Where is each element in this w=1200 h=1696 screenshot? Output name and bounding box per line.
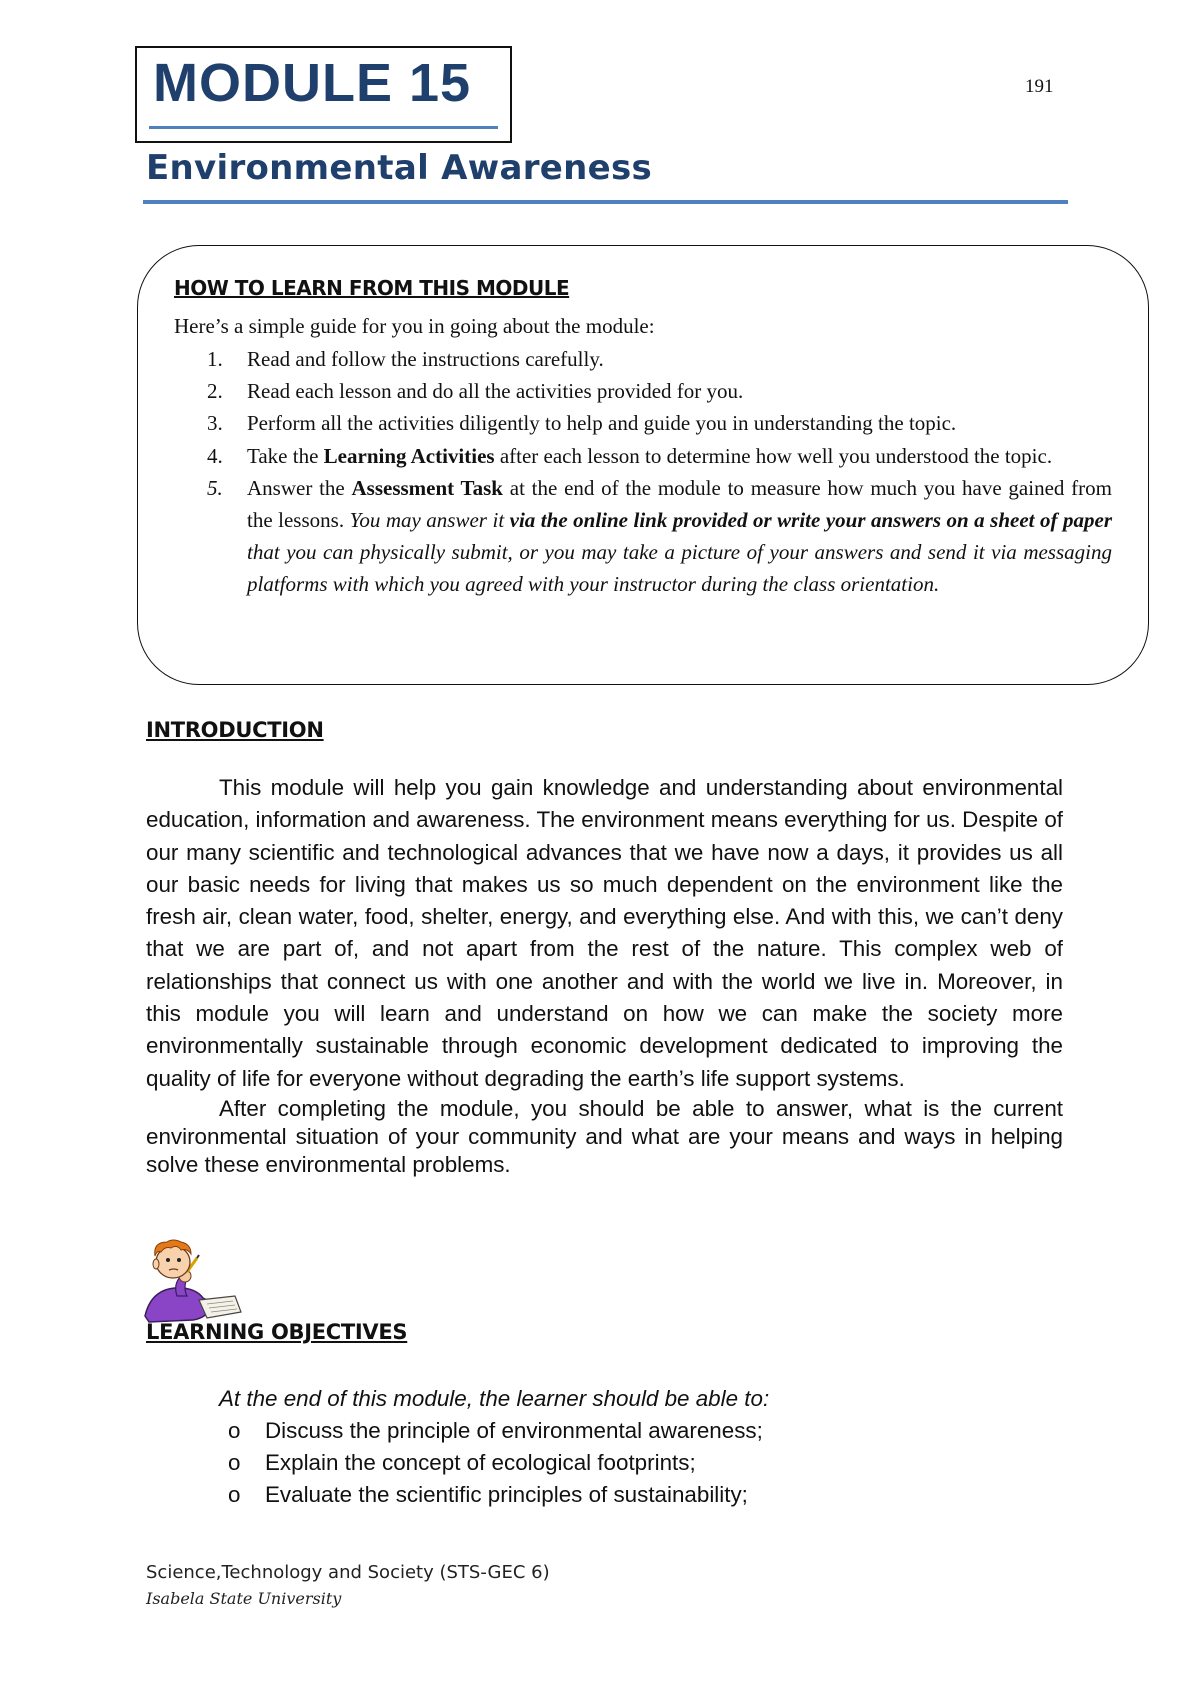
- step-text-bold-italic: via the online link provided or write your answers on a sheet of paper: [509, 508, 1112, 533]
- step-number: 5.: [207, 475, 223, 500]
- step-text-emphasis: Learning Activities: [323, 443, 495, 468]
- guide-step: [207, 440, 1112, 472]
- learning-objectives-heading: LEARNING OBJECTIVES: [146, 1320, 408, 1344]
- introduction-body: [146, 772, 1063, 1179]
- footer-university: Isabela State University: [146, 1589, 342, 1608]
- objective-item: [228, 1447, 763, 1479]
- step-text-emphasis: Assessment Task: [351, 475, 503, 500]
- module-title: MODULE 15: [153, 53, 472, 113]
- introduction-paragraph: After completing the module, you should be able to answer, what is the current environmental situation of your community and what are your means and ways in helping solve these environmental problems.: [146, 1095, 1063, 1177]
- objectives-list: [228, 1415, 763, 1511]
- bullet-marker: o: [228, 1482, 241, 1507]
- step-number: 1.: [207, 347, 223, 371]
- step-text-after: at the end of the module to measure how much you have gained from the lessons.: [247, 475, 1112, 533]
- step-text-before: Answer the: [247, 475, 352, 500]
- introduction-heading: INTRODUCTION: [146, 718, 324, 742]
- step-number: 4.: [207, 443, 223, 468]
- objective-text: Explain the concept of ecological footprints;: [265, 1450, 696, 1475]
- step-number: 3.: [207, 411, 223, 436]
- step-text-italic: that you can physically submit, or you may take a picture of your answers and send it via messaging platforms with which you agreed with your instructor during the class orientation.: [247, 540, 1112, 597]
- step-text-before: Take the: [247, 443, 324, 468]
- introduction-paragraph: This module will help you gain knowledge and understanding about environmental education, information and awareness. The environment means everything for us. Despite of our many scientific and technological advances that we have now a days, it provides us all our basic needs for living that makes us so much dependent on the environment like the fresh air, clean water, food, shelter, energy, and everything else. And with this, we can’t deny that we are part of, and not apart from the rest of the nature. This complex web of relationships that connect us with one another and with the world we live in. Moreover, in this module you will learn and understand on how we can make the society more environmentally sustainable through economic development dedicated to improving the quality of life for everyone without degrading the earth’s life support systems.: [146, 775, 1063, 1091]
- objective-item: [228, 1415, 763, 1447]
- objective-text: Discuss the principle of environmental awareness;: [265, 1418, 763, 1443]
- bullet-marker: o: [228, 1450, 241, 1475]
- step-number: 2.: [207, 379, 223, 404]
- bullet-marker: o: [228, 1418, 241, 1443]
- subtitle-divider: [143, 200, 1068, 204]
- step-text-italic: You may answer it: [344, 508, 510, 533]
- how-to-learn-intro: Here’s a simple guide for you in going about the module:: [174, 314, 655, 338]
- guide-step: [207, 375, 1112, 407]
- guide-step: [207, 472, 1112, 601]
- module-subtitle: Environmental Awareness: [146, 148, 653, 188]
- step-text: Read each lesson and do all the activities provided for you.: [247, 379, 744, 404]
- guide-step: [207, 407, 1112, 439]
- step-text: Read and follow the instructions carefully.: [247, 347, 604, 371]
- guide-step: [207, 343, 1112, 375]
- thinking-student-icon: [137, 1238, 245, 1324]
- footer-course: Science,Technology and Society (STS-GEC 6): [146, 1562, 550, 1583]
- objective-text: Evaluate the scientific principles of sustainability;: [265, 1482, 748, 1507]
- objective-item: [228, 1479, 763, 1511]
- step-text: Perform all the activities diligently to help and guide you in understanding the topic.: [247, 411, 957, 436]
- module-title-box: [135, 46, 512, 143]
- page-number: 191: [1025, 76, 1054, 97]
- step-text-after: after each lesson to determine how well you understood the topic.: [494, 443, 1053, 468]
- objectives-lead: At the end of this module, the learner should be able to:: [219, 1386, 770, 1411]
- how-to-learn-heading: HOW TO LEARN FROM THIS MODULE: [174, 276, 570, 300]
- how-to-learn-steps: [207, 343, 1112, 601]
- module-title-underline: [149, 126, 498, 129]
